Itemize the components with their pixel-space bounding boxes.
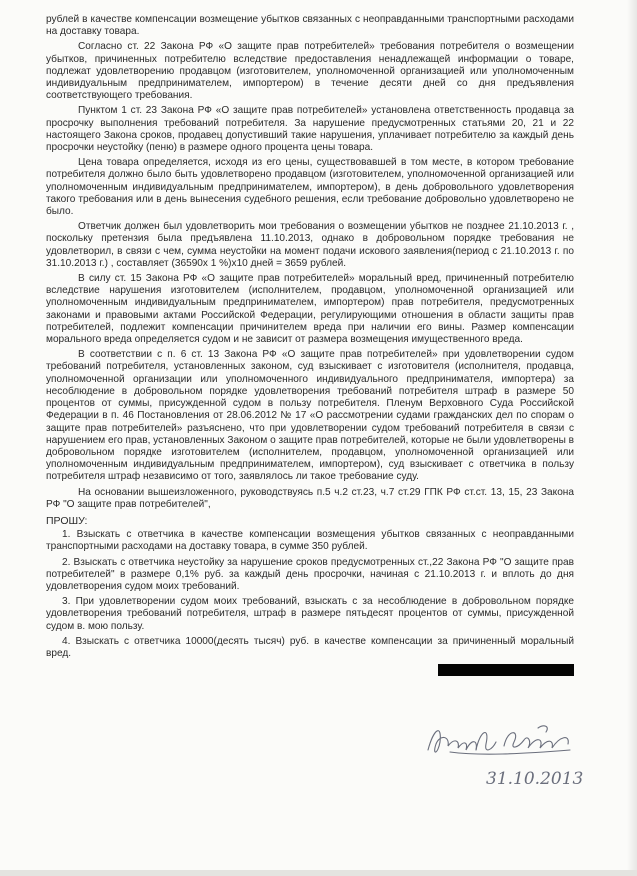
request-item-2: 2. Взыскать с ответчика неустойку за нарушение сроков предусмотренных ст.,22 Закона РФ "О защите прав потребителей" в размере 0,1% руб. за каждый день просрочки, начиная с 21.10.2013 г. и вплоть до дня удовлетворения судом моих требований.	[46, 556, 574, 592]
document-body	[46, 14, 574, 663]
signature-block	[420, 720, 590, 800]
request-heading: ПРОШУ:	[46, 514, 88, 527]
redaction-bar	[438, 664, 574, 676]
paragraph-moral-damage: В силу ст. 15 Закона РФ «О защите прав потребителей» моральный вред, причиненный потребителю вследствие нарушения изготовителем (исполнителем, продавцом, уполномоченной организацией или уполномоченным индивидуальным предпринимателем, импортером) прав потребителя, предусмотренных законами и правовыми актами Российской Федерации, регулирующими отношения в области защиты прав потребителей, подлежит компенсации причинителем вреда при наличии его вины. Размер компенсации морального вреда определяется судом и не зависит от размера возмещения имущественного вреда.	[46, 273, 574, 346]
paragraph-fine: В соответствии с п. 6 ст. 13 Закона РФ «О защите прав потребителей» при удовлетворении судом требований потребителя, установленных законом, суд взыскивает с изготовителя (исполнителя, продавца, уполномоченной организации или уполномоченного индивидуального предпринимателя, импортера) за несоблюдение в добровольном порядке удовлетворения требований потребителя штраф в размере 50 процентов от суммы, присужденной судом в пользу потребителя. Пленум Верховного Суда Российской Федерации в п. 46 Постановления от 28.06.2012 № 17 «О рассмотрении судами гражданских дел по спорам о защите прав потребителей» разъяснено, что при удовлетворении судом требований потребителя в связи с нарушением его прав, установленных Законом о защите прав потребителей, которые не были удовлетворены в добровольном порядке изготовителем (исполнителем, продавцом, уполномоченной организацией или уполномоченным индивидуальным предпринимателем, импортером), суд взыскивает с ответчика в пользу потребителя штраф независимо от того, заявлялось ли такое требование суду.	[46, 349, 574, 483]
request-item-3: 3. При удовлетворении судом моих требований, взыскать с за несоблюдение в добровольном порядке удовлетворения требований потребителя, штраф в размере пятьдесят процентов от суммы, присужденной судом в. мою пользу.	[46, 596, 574, 632]
handwritten-signature	[420, 720, 590, 800]
paragraph-article-22: Согласно ст. 22 Закона РФ «О защите прав потребителей» требования потребителя о возмещении убытков, причиненных потребителю вследствие предоставления ненадлежащей информации о товаре, подлежат удовлетворению продавцом (изготовителем, уполномоченной организацией или уполномоченным индивидуальным предпринимателем, импортером) в течение десяти дней со дня предъявления соответствующего требования.	[46, 41, 574, 102]
page-bottom-edge	[0, 870, 637, 876]
paragraph-penalty-calc: Ответчик должен был удовлетворить мои требования о возмещении убытков не позднее 21.10.2013 г. , поскольку претензия была предъявлена 11.10.2013, однако в добровольном порядке требования не удовлетворил, в связи с чем, сумма неустойки на момент подачи искового заявления(период с 21.10.2013 г. по 31.10.2013 г.) , составляет (36590х 1 %)х10 дней = 3659 рублей.	[46, 221, 574, 269]
signature-date: 31.10.2013 г	[486, 769, 590, 789]
paragraph-price: Цена товара определяется, исходя из его цены, существовавшей в том месте, в котором требование потребителя должно было быть удовлетворено продавцом (изготовителем, уполномоченной организацией или уполномоченным индивидуальным предпринимателем, импортером), в день добровольного удовлетворения такого требования или в день вынесения судебного решения, если требование добровольно удовлетворено не было.	[46, 157, 574, 218]
request-item-4: 4. Взыскать с ответчика 10000(десять тысяч) руб. в качестве компенсации за причиненный моральный вред.	[46, 635, 574, 659]
paragraph-grounds: На основании вышеизложенного, руководствуясь п.5 ч.2 ст.23, ч.7 ст.29 ГПК РФ ст.ст. 13, 15, 23 Закона РФ "О защите прав потребителей",	[46, 486, 574, 510]
paragraph-article-23: Пунктом 1 ст. 23 Закона РФ «О защите прав потребителей» установлена ответственность продавца за просрочку выполнения требований потребителя. За нарушение предусмотренных статьями 20, 21 и 22 настоящего Закона сроков, продавец допустивший такие нарушения, уплачивает потребителю за каждый день просрочки неустойку (пеню) в размере одного процента цены товара.	[46, 105, 574, 154]
page-edge-shadow	[627, 0, 637, 876]
request-item-1: 1. Взыскать с ответчика в качестве компенсации возмещения убытков связанных с неоправданными транспортными расходами на доставку товара, в сумме 350 рублей.	[46, 529, 574, 553]
paragraph-intro: рублей в качестве компенсации возмещение убытков связанных с неоправданными транспортными расходами на доставку товара.	[46, 14, 574, 38]
